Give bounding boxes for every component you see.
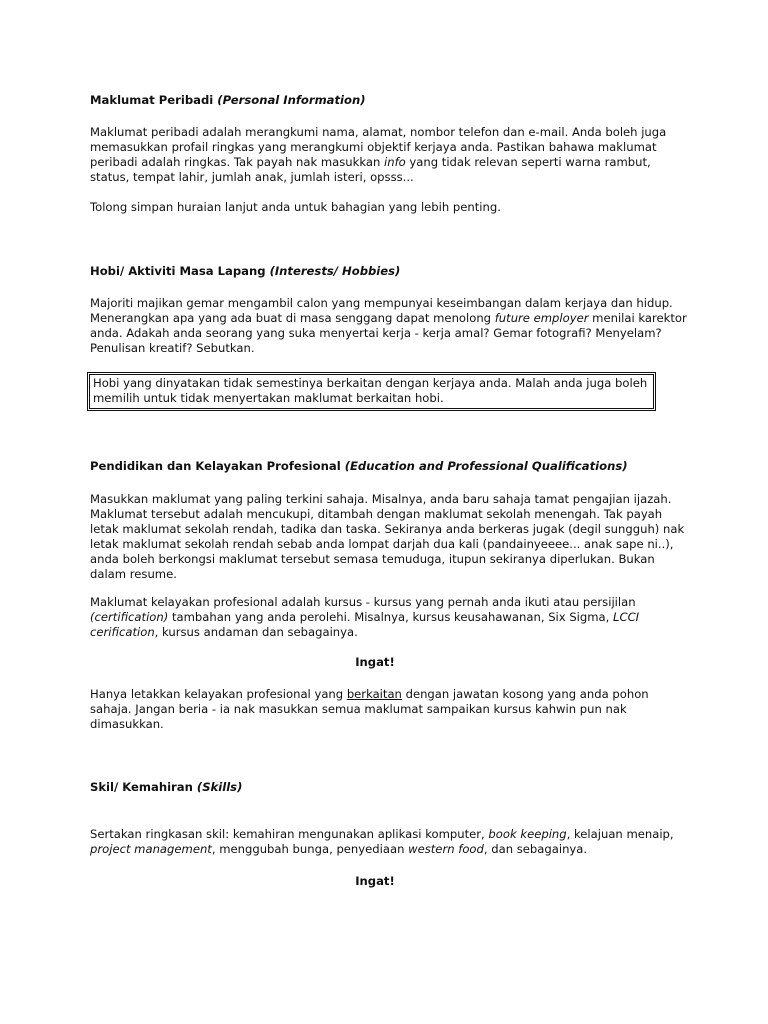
heading-skills xyxy=(90,780,660,795)
heading-personal-information xyxy=(90,93,660,108)
heading-hobbies-ms: Hobi/ Aktiviti Masa Lapang xyxy=(90,264,266,278)
paragraph-personal-note: Tolong simpan huraian lanjut anda untuk bahagian yang lebih penting. xyxy=(90,200,501,214)
heading-hobbies-en: (Interests/ Hobbies) xyxy=(269,264,401,278)
heading-education-ms: Pendidikan dan Kelayakan Profesional xyxy=(90,459,341,473)
hobbies-note-box: Hobi yang dinyatakan tidak semestinya berkaitan dengan kerjaya anda. Malah anda juga boleh memilih untuk tidak menyertakan maklumat berkaitan hobi. xyxy=(87,372,656,411)
heading-hobbies xyxy=(90,264,660,279)
heading-personal-en: (Personal Information) xyxy=(217,93,366,107)
paragraph-personal-info: Maklumat peribadi adalah merangkumi nama, alamat, nombor telefon dan e-mail. Anda boleh juga memasukkan profail ringkas yang merangkumi objektif kerjaya anda. Pastikan bahawa maklumat peribadi adalah ringkas. Tak payah nak masukkan info yang tidak relevan seperti warna rambut, status, tempat lahir, jumlah anak, jumlah isteri, opsss... xyxy=(90,125,667,184)
paragraph-education-reminder: Hanya letakkan kelayakan profesional yang berkaitan dengan jawatan kosong yang anda pohon sahaja. Jangan beria - ia nak masukkan semua maklumat sampaikan kursus kahwin pun nak dimasukkan. xyxy=(90,687,649,731)
heading-education xyxy=(90,459,660,474)
paragraph-skills: Sertakan ringkasan skil: kemahiran mengunakan aplikasi komputer, book keeping, kelajuan menaip, project management, menggubah bunga, penyediaan western food, dan sebagainya. xyxy=(90,827,674,856)
paragraph-professional-qualifications: Maklumat kelayakan profesional adalah kursus - kursus yang pernah anda ikuti atau persijilan (certification) tambahan yang anda perolehi. Misalnya, kursus keusahawanan, Six Sigma, LCCI cerification, kursus andaman dan sebagainya. xyxy=(90,595,640,639)
paragraph-education: Masukkan maklumat yang paling terkini sahaja. Misalnya, anda baru sahaja tamat pengajian ijazah. Maklumat tersebut adalah mencukupi, ditambah dengan maklumat sekolah menengah. Tak payah letak maklumat sekolah rendah, tadika dan taska. Sekiranya anda berkeras jugak (degil sungguh) nak letak maklumat sekolah rendah sebab anda lompat darjah dua kali (pandainyeeee... anak sape ni..), anda boleh berkongsi maklumat tersebut semasa temuduga, itupun sekiranya diperlukan. Bukan dalam resume. xyxy=(90,492,685,581)
heading-education-en: (Education and Professional Qualifications) xyxy=(344,459,628,473)
heading-skills-en: (Skills) xyxy=(196,780,243,794)
ingat-education: Ingat! xyxy=(355,655,395,669)
paragraph-hobbies: Majoriti majikan gemar mengambil calon yang mempunyai keseimbangan dalam kerjaya dan hidup. Menerangkan apa yang ada buat di masa senggang dapat menolong future employer menilai karektor anda. Adakah anda seorang yang suka menyertai kerja - kerja amal? Gemar fotografi? Menyelam? Penulisan kreatif? Sebutkan. xyxy=(90,296,687,355)
ingat-skills: Ingat! xyxy=(355,874,395,888)
heading-skills-ms: Skil/ Kemahiran xyxy=(90,780,193,794)
heading-personal-ms: Maklumat Peribadi xyxy=(90,93,214,107)
